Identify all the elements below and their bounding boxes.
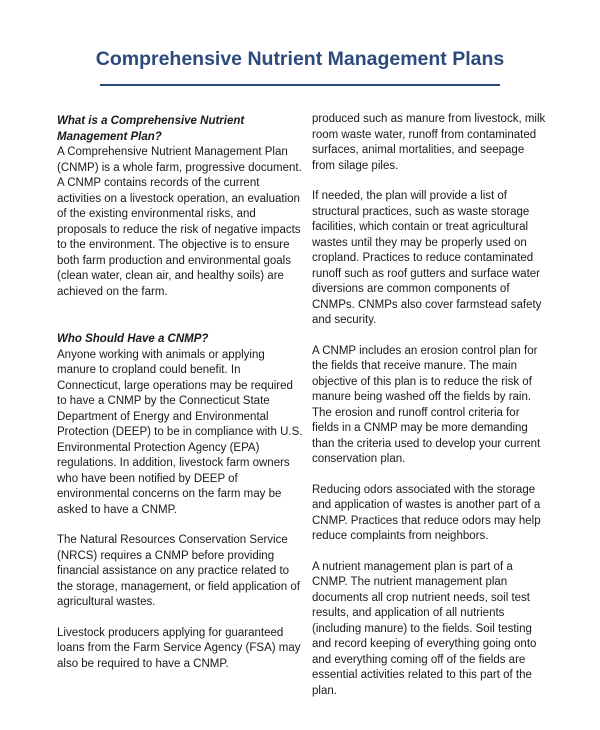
paragraph-waste-sources: produced such as manure from livestock, milk room waste water, runoff from contaminated surfaces, animal mortalities, and seepage from silage piles. <box>312 113 546 172</box>
left-column <box>57 114 305 687</box>
section-heading-who-should-have: Who Should Have a CNMP? <box>57 333 209 345</box>
section-heading-what-is-cnmp: What is a Comprehensive Nutrient Management Plan? <box>57 115 245 143</box>
section-spacer <box>57 315 305 332</box>
paragraph-nrcs: The Natural Resources Conservation Service (NRCS) requires a CNMP before providing financial assistance on any practice related to the storage, management, or field application of agricultural wastes. <box>57 534 300 608</box>
page-title: Comprehensive Nutrient Management Plans <box>95 48 505 70</box>
title-underline <box>100 84 500 86</box>
paragraph-nutrient-management: A nutrient management plan is part of a CNMP. The nutrient management plan documents all crop nutrient needs, soil test results, and application of all nutrients (including manure) to the fields. Soil testing and record keeping of everything going onto and everything coming off of the fields are essential activities related to this part of the plan. <box>312 560 537 697</box>
right-column <box>312 114 548 714</box>
paragraph-odor-control: Reducing odors associated with the storage and application of wastes is another part of a CNMP. Practices that reduce odors may help reduce complaints from neighbors. <box>312 483 541 542</box>
paragraph-who-should-have: Anyone working with animals or applying manure to cropland could benefit. In Connecticut, large operations may be required to have a CNMP by the Connecticut State Department of Energy and Environmental Protection (DEEP) to be in compliance with U.S. Environmental Protection Agency (EPA) regulations. In addition, livestock farm owners who have been notified by DEEP of environmental concerns on the farm may be asked to have a CNMP. <box>57 348 303 516</box>
paragraph-fsa: Livestock producers applying for guaranteed loans from the Farm Service Agency (FSA) may also be required to have a CNMP. <box>57 626 301 670</box>
paragraph-what-is-cnmp: A Comprehensive Nutrient Management Plan (CNMP) is a whole farm, progressive document. A CNMP contains records of the current activities on a livestock operation, an evaluation of the existing environmental risks, and proposals to reduce the risk of negative impacts to the environment. The objective is to ensure both farm production and environmental goals (clean water, clean air, and healthy soils) are achieved on the farm. <box>57 146 302 298</box>
paragraph-structural-practices: If needed, the plan will provide a list of structural practices, such as waste storage facilities, which contain or treat agricultural wastes until they may be properly used on cropland. Practices to reduce contaminated runoff such as roof gutters and surface water diversions are common components of CNMPs. CNMPs also cover farmstead safety and security. <box>312 190 542 326</box>
paragraph-erosion-control: A CNMP includes an erosion control plan for the fields that receive manure. The main objective of this plan is to reduce the risk of manure being washed off the fields by rain. The erosion and runoff control criteria for fields in a CNMP may be more demanding than the criteria used to develop your current conservation plan. <box>312 344 541 465</box>
